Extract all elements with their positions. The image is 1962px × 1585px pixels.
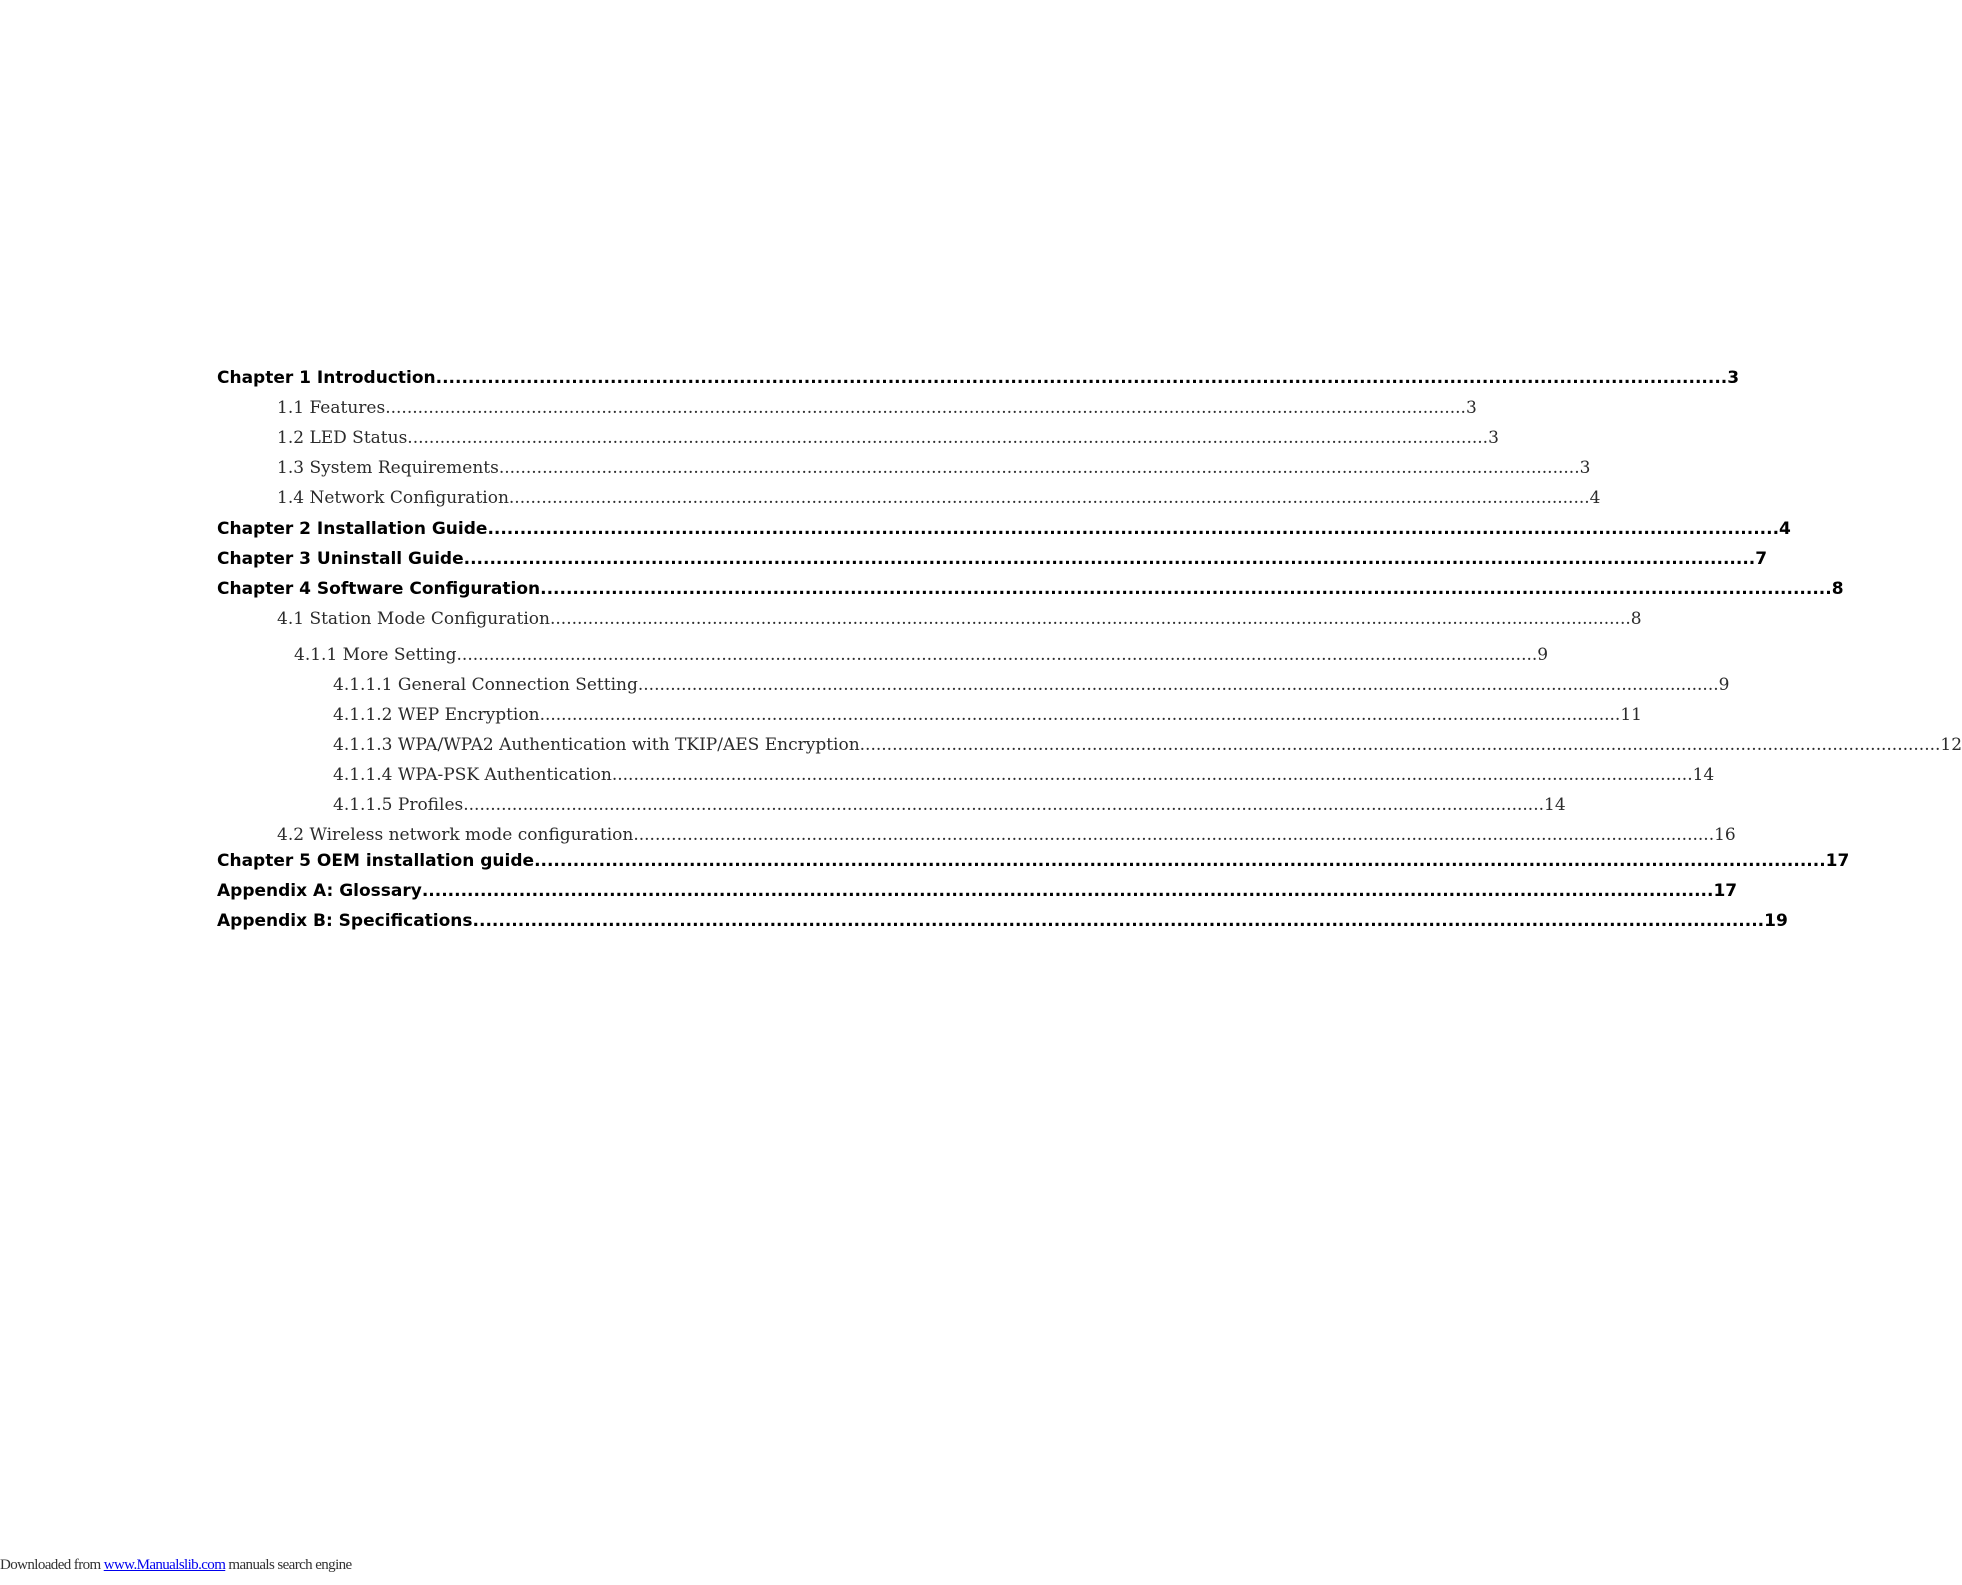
toc-entry-chapter-1[interactable] bbox=[217, 366, 1740, 390]
toc-leader-dots: ........................................................................................................................................................................................................ bbox=[498, 458, 1580, 478]
toc-entry-title: 4.2 Wireless network mode configuration bbox=[277, 825, 634, 845]
toc-entry-title: Chapter 5 OEM installation guide bbox=[217, 851, 535, 871]
toc-leader-dots: ........................................................................................................................................................................................................ bbox=[472, 911, 1765, 931]
toc-entry-4-2[interactable] bbox=[277, 823, 1736, 847]
toc-entry-page: 11 bbox=[1620, 705, 1642, 725]
toc-leader-dots: ........................................................................................................................................................................................................ bbox=[534, 851, 1826, 871]
toc-leader-dots: ........................................................................................................................................................................................................ bbox=[540, 579, 1832, 599]
toc-entry-title: Chapter 3 Uninstall Guide bbox=[217, 549, 464, 569]
toc-entry-chapter-2[interactable] bbox=[217, 517, 1791, 541]
toc-entry-title: 1.3 System Requirements bbox=[277, 458, 499, 478]
toc-leader-dots: ........................................................................................................................................................................................................ bbox=[487, 519, 1780, 539]
toc-entry-page: 17 bbox=[1713, 881, 1738, 901]
toc-entry-page: 8 bbox=[1831, 579, 1844, 599]
manualslib-link[interactable]: www.Manualslib.com bbox=[103, 1557, 226, 1573]
toc-entry-title: Chapter 2 Installation Guide bbox=[217, 519, 488, 539]
toc-entry-chapter-3[interactable] bbox=[217, 547, 1768, 571]
toc-entry-appendix-a[interactable] bbox=[217, 879, 1738, 903]
footer-suffix: manuals search engine bbox=[225, 1557, 352, 1573]
toc-entry-page: 9 bbox=[1537, 645, 1549, 665]
toc-entry-title: 4.1.1.5 Profiles bbox=[333, 795, 464, 815]
toc-entry-title: Chapter 1 Introduction bbox=[217, 368, 436, 388]
toc-entry-4-1-1-4[interactable] bbox=[333, 763, 1715, 787]
download-footer bbox=[0, 1557, 352, 1577]
toc-entry-4-1-1-2[interactable] bbox=[333, 703, 1642, 727]
toc-entry-page: 9 bbox=[1718, 675, 1730, 695]
toc-entry-1-4[interactable] bbox=[277, 486, 1601, 510]
toc-entry-title: 4.1 Station Mode Configuration bbox=[277, 609, 550, 629]
toc-leader-dots: ........................................................................................................................................................................................................ bbox=[611, 765, 1693, 785]
toc-entry-page: 3 bbox=[1579, 458, 1591, 478]
toc-entry-page: 4 bbox=[1589, 488, 1601, 508]
toc-entry-page: 19 bbox=[1764, 911, 1788, 931]
toc-entry-title: 1.2 LED Status bbox=[277, 428, 408, 448]
toc-entry-page: 3 bbox=[1488, 428, 1499, 448]
toc-entry-page: 16 bbox=[1714, 825, 1736, 845]
toc-leader-dots: ........................................................................................................................................................................................................ bbox=[385, 398, 1466, 418]
toc-entry-4-1-1-5[interactable] bbox=[333, 793, 1566, 817]
toc-entry-1-1[interactable] bbox=[277, 396, 1477, 420]
toc-leader-dots: ........................................................................................................................................................................................................ bbox=[435, 368, 1728, 388]
toc-entry-1-2[interactable] bbox=[277, 426, 1499, 450]
toc-entry-title: Appendix A: Glossary bbox=[217, 881, 422, 901]
toc-leader-dots: ........................................................................................................................................................................................................ bbox=[508, 488, 1590, 508]
toc-entry-title: 4.1.1 More Setting bbox=[294, 645, 457, 665]
toc-leader-dots: ........................................................................................................................................................................................................ bbox=[633, 825, 1715, 845]
toc-leader-dots: ........................................................................................................................................................................................................ bbox=[456, 645, 1538, 665]
toc-leader-dots: ........................................................................................................................................................................................................ bbox=[421, 881, 1714, 901]
toc-leader-dots: ........................................................................................................................................................................................................ bbox=[549, 609, 1631, 629]
toc-leader-dots: ........................................................................................................................................................................................................ bbox=[463, 549, 1756, 569]
toc-leader-dots: ........................................................................................................................................................................................................ bbox=[859, 735, 1941, 755]
toc-entry-title: 4.1.1.3 WPA/WPA2 Authentication with TKIP/AES Encryption bbox=[333, 735, 860, 755]
toc-entry-chapter-5[interactable] bbox=[217, 849, 1850, 873]
toc-entry-4-1-1[interactable] bbox=[294, 643, 1549, 667]
toc-entry-1-3[interactable] bbox=[277, 456, 1591, 480]
toc-entry-page: 8 bbox=[1630, 609, 1642, 629]
toc-entry-title: Appendix B: Specifications bbox=[217, 911, 473, 931]
toc-entry-title: Chapter 4 Software Configuration bbox=[217, 579, 541, 599]
toc-leader-dots: ........................................................................................................................................................................................................ bbox=[539, 705, 1621, 725]
toc-entry-title: 1.4 Network Configuration bbox=[277, 488, 509, 508]
toc-entry-page: 12 bbox=[1940, 735, 1962, 755]
toc-leader-dots: ........................................................................................................................................................................................................ bbox=[407, 428, 1489, 448]
toc-entry-chapter-4[interactable] bbox=[217, 577, 1844, 601]
toc-entry-page: 3 bbox=[1465, 398, 1477, 418]
toc-entry-appendix-b[interactable] bbox=[217, 909, 1788, 933]
toc-entry-4-1-1-1[interactable] bbox=[333, 673, 1730, 697]
footer-prefix: Downloaded from bbox=[0, 1557, 104, 1573]
toc-entry-title: 1.1 Features bbox=[277, 398, 386, 418]
toc-entry-4-1-1-3[interactable] bbox=[333, 733, 1962, 757]
toc-entry-page: 14 bbox=[1692, 765, 1715, 785]
toc-entry-page: 7 bbox=[1755, 549, 1768, 569]
toc-entry-page: 17 bbox=[1825, 851, 1850, 871]
toc-entry-page: 4 bbox=[1779, 519, 1791, 539]
toc-entry-4-1[interactable] bbox=[277, 607, 1642, 631]
toc-leader-dots: ........................................................................................................................................................................................................ bbox=[463, 795, 1545, 815]
toc-entry-page: 14 bbox=[1544, 795, 1566, 815]
toc-entry-page: 3 bbox=[1727, 368, 1740, 388]
toc-entry-title: 4.1.1.4 WPA-PSK Authentication bbox=[333, 765, 612, 785]
toc-entry-title: 4.1.1.2 WEP Encryption bbox=[333, 705, 540, 725]
toc-entry-title: 4.1.1.1 General Connection Setting bbox=[333, 675, 638, 695]
toc-leader-dots: ........................................................................................................................................................................................................ bbox=[637, 675, 1719, 695]
